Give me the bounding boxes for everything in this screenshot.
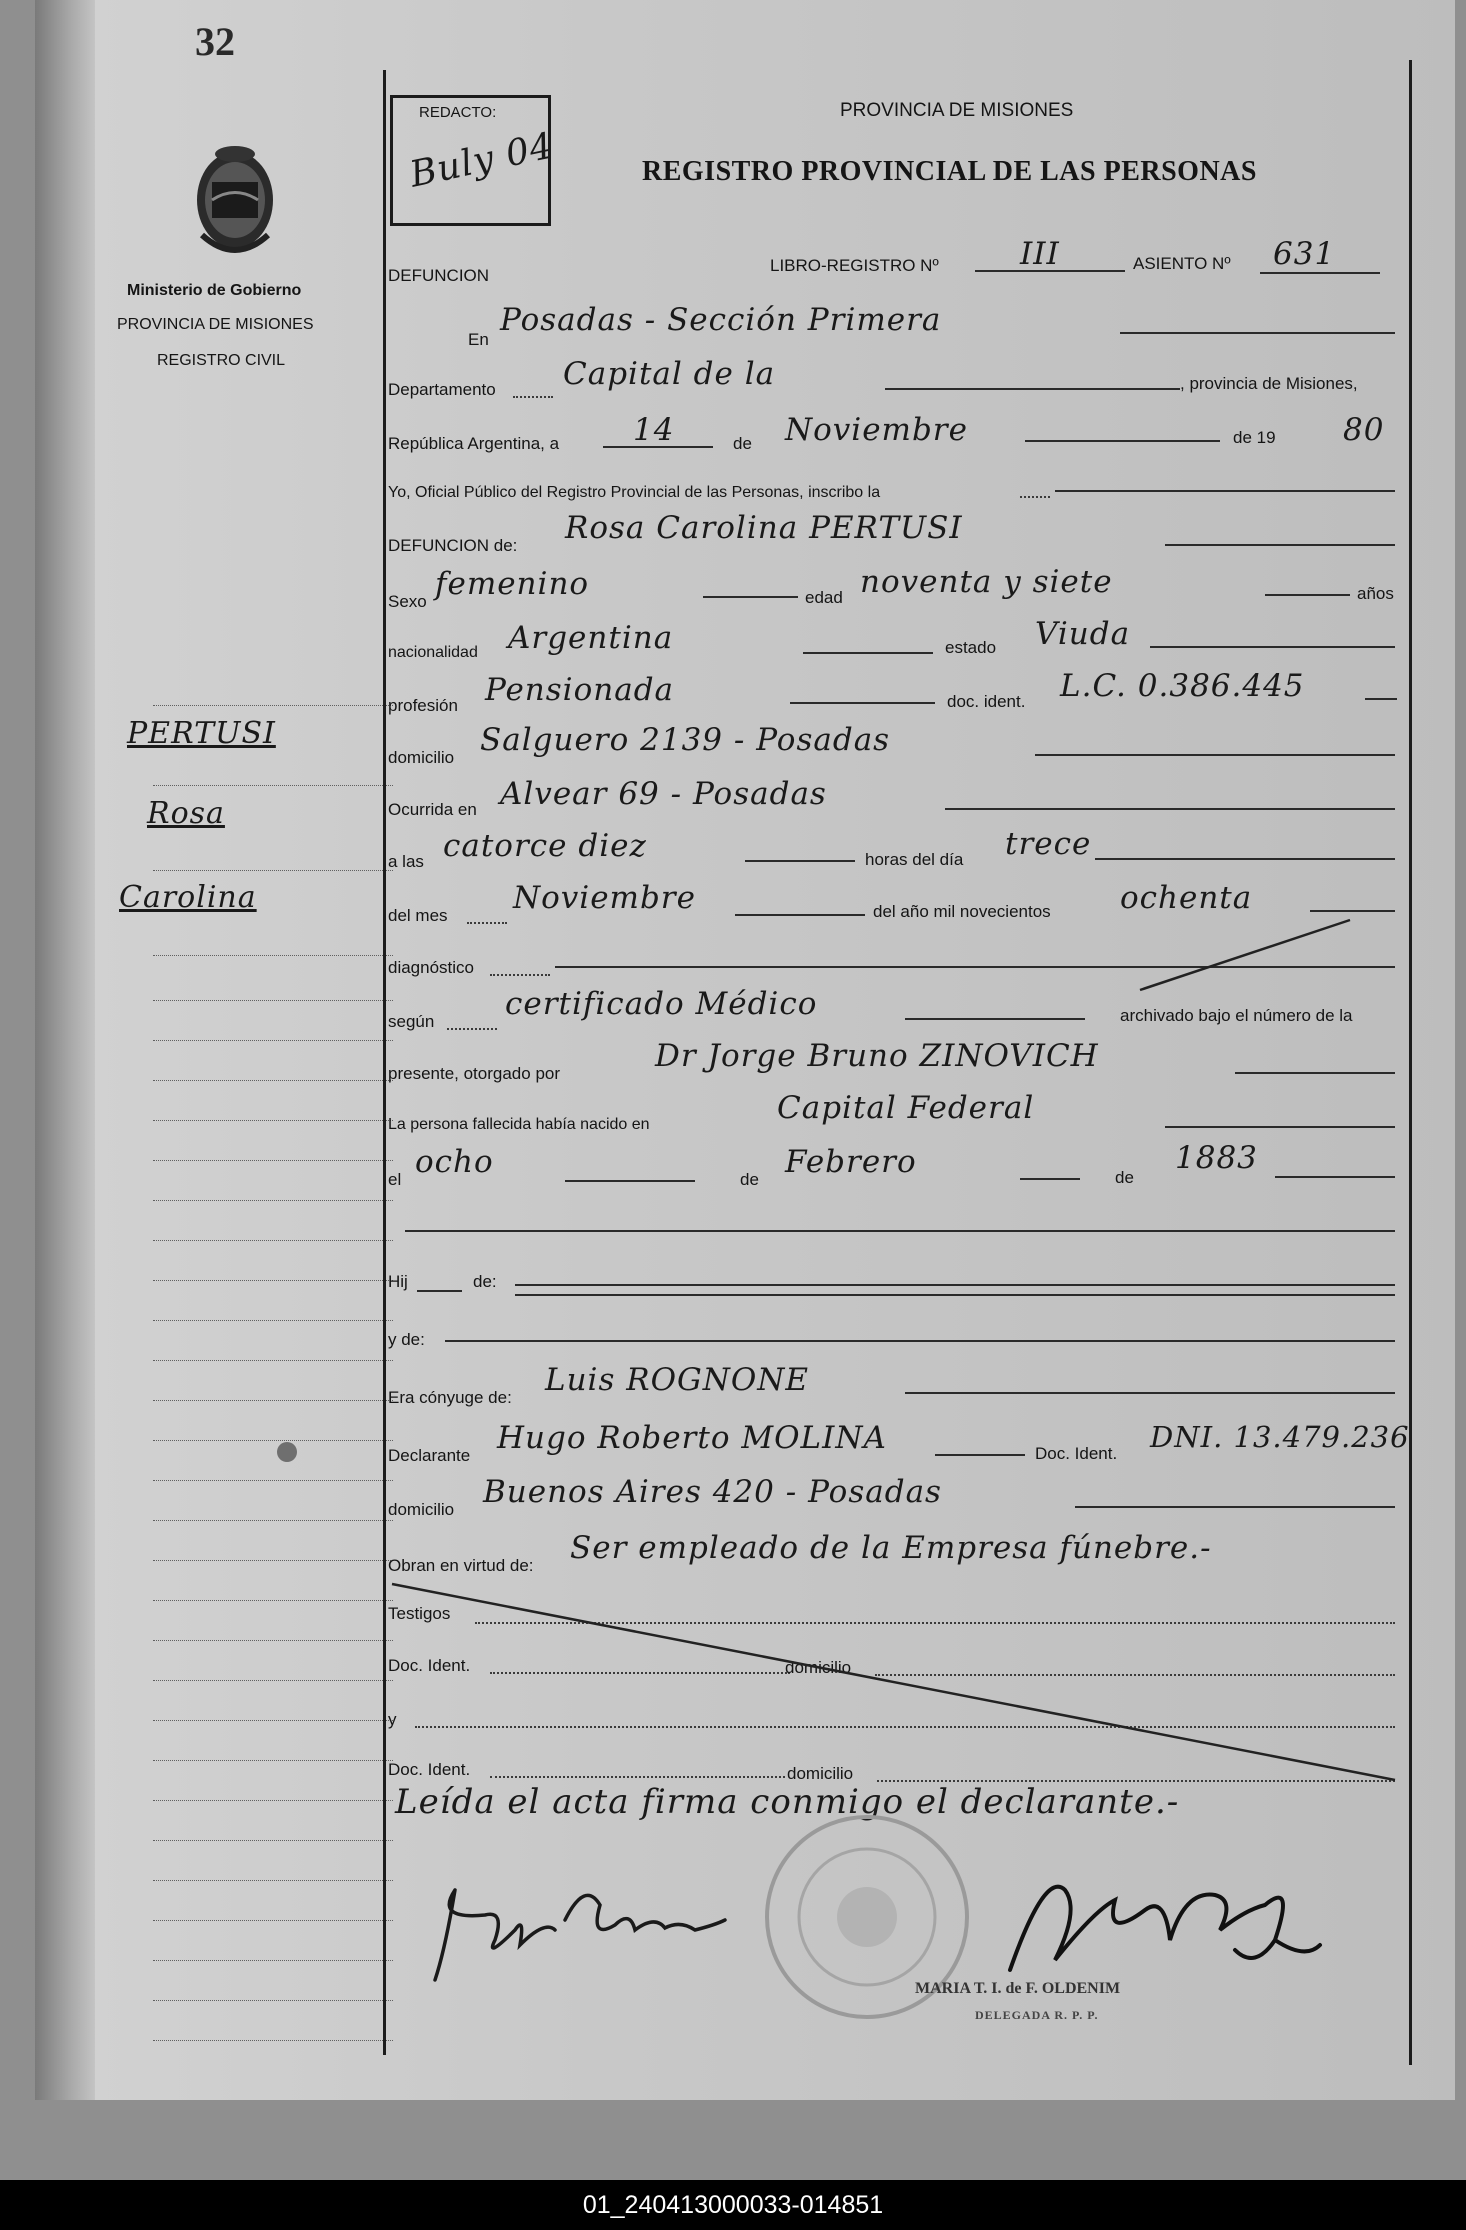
margin-rule (153, 1360, 393, 1361)
alas-value: catorce diez (443, 828, 647, 864)
mes-nac-line (1020, 1178, 1080, 1180)
sexo-line (703, 596, 798, 598)
doc2-value: DNI. 13.479.236 (1150, 1420, 1410, 1454)
oficial-line (1055, 490, 1395, 492)
estado-label: estado (945, 638, 997, 657)
margin-rule (153, 1960, 393, 1961)
anos-label: años (1357, 584, 1394, 603)
doc-label: doc. ident. (947, 692, 1026, 711)
year-value: 80 (1343, 412, 1385, 448)
ocurrida-label: Ocurrida en (388, 800, 477, 819)
conyuge-line (905, 1392, 1395, 1394)
month-value: Noviembre (785, 412, 968, 448)
declarante-label: Declarante (388, 1446, 471, 1465)
archivado-label: archivado bajo el número de la (1120, 1006, 1353, 1025)
delmes-line (735, 914, 865, 916)
margin-rule (153, 1720, 393, 1721)
official-signature (995, 1850, 1325, 2000)
domicilio2-value: Buenos Aires 420 - Posadas (483, 1474, 942, 1510)
departamento-label: Departamento (388, 380, 496, 399)
margin-rule (153, 1440, 393, 1441)
anio-value: ochenta (1120, 880, 1253, 916)
dotted-line (467, 922, 507, 924)
mes-nac-value: Febrero (785, 1144, 917, 1180)
margin-rule (153, 1040, 393, 1041)
margin-rule (153, 1920, 393, 1921)
obran-value: Ser empleado de la Empresa fúnebre.- (570, 1530, 1212, 1566)
margin-second-name: Carolina (119, 880, 257, 915)
asiento-label: ASIENTO Nº (1133, 254, 1231, 273)
registry-label: REGISTRO CIVIL (157, 352, 286, 369)
docident-label: Doc. Ident. (388, 1656, 471, 1675)
obran-label: Obran en virtud de: (388, 1556, 534, 1575)
departamento-line (885, 388, 1180, 390)
act-type: DEFUNCION (388, 266, 490, 285)
anio-label: del año mil novecientos (873, 902, 1051, 921)
horas-value: trece (1005, 826, 1092, 862)
doc-value: L.C. 0.386.445 (1060, 668, 1305, 704)
register-sheet (35, 0, 1455, 2100)
edad-label: edad (805, 588, 843, 607)
y-label: y (388, 1710, 397, 1729)
form-left-border (383, 70, 386, 2055)
conyuge-value: Luis ROGNONE (545, 1362, 810, 1398)
blank-line (405, 1230, 1395, 1232)
segun-value: certificado Médico (505, 986, 818, 1022)
diagnostico-label: diagnóstico (388, 958, 475, 977)
domicilio3-label: domicilio (785, 1658, 852, 1677)
edad-value: noventa y siete (860, 564, 1113, 600)
redactor-initials: Buly 04 (406, 125, 558, 196)
de-label: de (733, 434, 752, 453)
anio-nac-value: 1883 (1175, 1140, 1258, 1176)
margin-rule (153, 1760, 393, 1761)
asiento-value: 631 (1273, 236, 1336, 272)
doc2-label: Doc. Ident. (1035, 1444, 1118, 1463)
binding-shadow (35, 0, 95, 2100)
el-line (565, 1180, 695, 1182)
domicilio4-label: domicilio (787, 1764, 854, 1783)
docident2-label: Doc. Ident. (388, 1760, 471, 1779)
horas-line (1095, 858, 1395, 860)
hij-de-line (515, 1284, 1395, 1286)
margin-rule (153, 1520, 393, 1521)
margin-rule (153, 1240, 393, 1241)
edad-line (1265, 594, 1350, 596)
margin-rule (153, 1560, 393, 1561)
province-label: PROVINCIA DE MISIONES (117, 316, 314, 333)
margin-rule (153, 955, 393, 956)
sexo-value: femenino (435, 566, 590, 602)
de3-label: de (1115, 1168, 1134, 1187)
hij-de-line-2 (515, 1294, 1395, 1296)
nacido-label: La persona fallecida había nacido en (388, 1116, 650, 1133)
margin-rule (153, 705, 393, 706)
presente-label: presente, otorgado por (388, 1064, 561, 1083)
profesion-label: profesión (388, 696, 458, 715)
stamp-title: DELEGADA R. P. P. (975, 2008, 1099, 2022)
coat-of-arms-icon (190, 140, 280, 270)
nacido-line (1165, 1126, 1395, 1128)
hij-line (417, 1290, 462, 1292)
en-line (1120, 332, 1395, 334)
form-right-border (1409, 60, 1412, 2065)
conyuge-label: Era cónyuge de: (388, 1388, 512, 1407)
image-caption: 01_240413000033-014851 (0, 2180, 1466, 2230)
el-value: ocho (415, 1144, 494, 1180)
hij-de-label: de: (473, 1272, 497, 1291)
nacionalidad-line (803, 652, 933, 654)
el-label: el (388, 1170, 402, 1189)
margin-rule (153, 1600, 393, 1601)
margin-rule (153, 1080, 393, 1081)
delmes-value: Noviembre (513, 880, 696, 916)
margin-rule (153, 2040, 393, 2041)
provincia-suffix: , provincia de Misiones, (1180, 374, 1358, 393)
margin-first-name: Rosa (147, 796, 225, 831)
en-label: En (468, 330, 489, 349)
anio-nac-line (1275, 1176, 1395, 1178)
alas-label: a las (388, 852, 424, 871)
year-label: de 19 (1233, 428, 1276, 447)
day-line (603, 446, 713, 448)
estado-value: Viuda (1035, 616, 1131, 652)
witness-strike (390, 1580, 1400, 1800)
margin-rule (153, 1880, 393, 1881)
horas-label: horas del día (865, 850, 964, 869)
dotted-line (447, 1028, 497, 1030)
margin-rule (153, 1280, 393, 1281)
margin-rule (153, 1000, 393, 1001)
libro-value: III (1020, 236, 1060, 272)
day-value: 14 (633, 412, 675, 448)
de2-label: de (740, 1170, 759, 1189)
republica-label: República Argentina, a (388, 434, 560, 453)
hij-label: Hij (388, 1272, 408, 1291)
domicilio2-label: domicilio (388, 1500, 455, 1519)
doc-line (1365, 698, 1397, 700)
month-line (1025, 440, 1220, 442)
departamento-value: Capital de la (563, 356, 776, 392)
margin-rule (153, 1480, 393, 1481)
margin-rule (153, 870, 393, 871)
margin-rule (153, 1840, 393, 1841)
libro-line (975, 270, 1125, 272)
segun-line (905, 1018, 1085, 1020)
margin-rule (153, 1120, 393, 1121)
estado-line (1150, 646, 1395, 648)
profesion-value: Pensionada (485, 672, 675, 708)
domicilio-value: Salguero 2139 - Posadas (480, 722, 891, 758)
margin-rule (153, 1800, 393, 1801)
ink-smudge (277, 1442, 297, 1462)
dotted-line (490, 974, 550, 976)
domicilio-label: domicilio (388, 748, 455, 767)
yde-line (445, 1340, 1395, 1342)
header-registry: REGISTRO PROVINCIAL DE LAS PERSONAS (642, 156, 1257, 187)
asiento-line (1260, 272, 1380, 274)
margin-rule (153, 1320, 393, 1321)
nacionalidad-label: nacionalidad (388, 644, 478, 661)
nacido-value: Capital Federal (777, 1090, 1035, 1126)
defuncion-line (1165, 544, 1395, 546)
presente-line (1235, 1072, 1395, 1074)
dotted-line (513, 396, 553, 398)
margin-rule (153, 785, 393, 786)
margin-rule (153, 1400, 393, 1401)
segun-label: según (388, 1012, 435, 1031)
stamp-name: MARIA T. I. de F. OLDENIM (915, 1980, 1121, 1997)
ocurrida-line (945, 808, 1395, 810)
margin-rule (153, 2000, 393, 2001)
defuncion-label: DEFUNCION de: (388, 536, 518, 555)
declarante-line (935, 1454, 1025, 1456)
en-value: Posadas - Sección Primera (500, 302, 942, 338)
domicilio-line (1035, 754, 1395, 756)
testigos-label: Testigos (388, 1604, 451, 1623)
libro-label: LIBRO-REGISTRO Nº (770, 256, 939, 275)
closing-text: Leída el acta firma conmigo el declarante.- (395, 1782, 1180, 1822)
defuncion-value: Rosa Carolina PERTUSI (565, 510, 963, 546)
anio-line (1310, 910, 1395, 912)
ministry-label: Ministerio de Gobierno (127, 282, 302, 299)
page-number: 32 (195, 19, 235, 64)
oficial-text: Yo, Oficial Público del Registro Provincial de las Personas, inscribo la (388, 484, 881, 501)
margin-rule (153, 1200, 393, 1201)
dotted-line (1020, 496, 1050, 498)
delmes-label: del mes (388, 906, 448, 925)
declarant-signature (415, 1860, 745, 1990)
yde-label: y de: (388, 1330, 425, 1349)
domicilio2-line (1075, 1506, 1395, 1508)
redactor-label: REDACTO: (419, 104, 497, 121)
margin-rule (153, 1680, 393, 1681)
margin-rule (153, 1160, 393, 1161)
header-province: PROVINCIA DE MISIONES (840, 100, 1074, 121)
diagnostico-strike (1135, 915, 1355, 995)
profesion-line (790, 702, 935, 704)
redactor-box (390, 95, 558, 226)
declarante-value: Hugo Roberto MOLINA (497, 1420, 887, 1456)
margin-rule (153, 1640, 393, 1641)
alas-line (745, 860, 855, 862)
presente-value: Dr Jorge Bruno ZINOVICH (655, 1038, 1099, 1074)
ocurrida-value: Alvear 69 - Posadas (500, 776, 827, 812)
nacionalidad-value: Argentina (508, 620, 674, 656)
sexo-label: Sexo (388, 592, 427, 611)
margin-surname: PERTUSI (127, 716, 276, 751)
